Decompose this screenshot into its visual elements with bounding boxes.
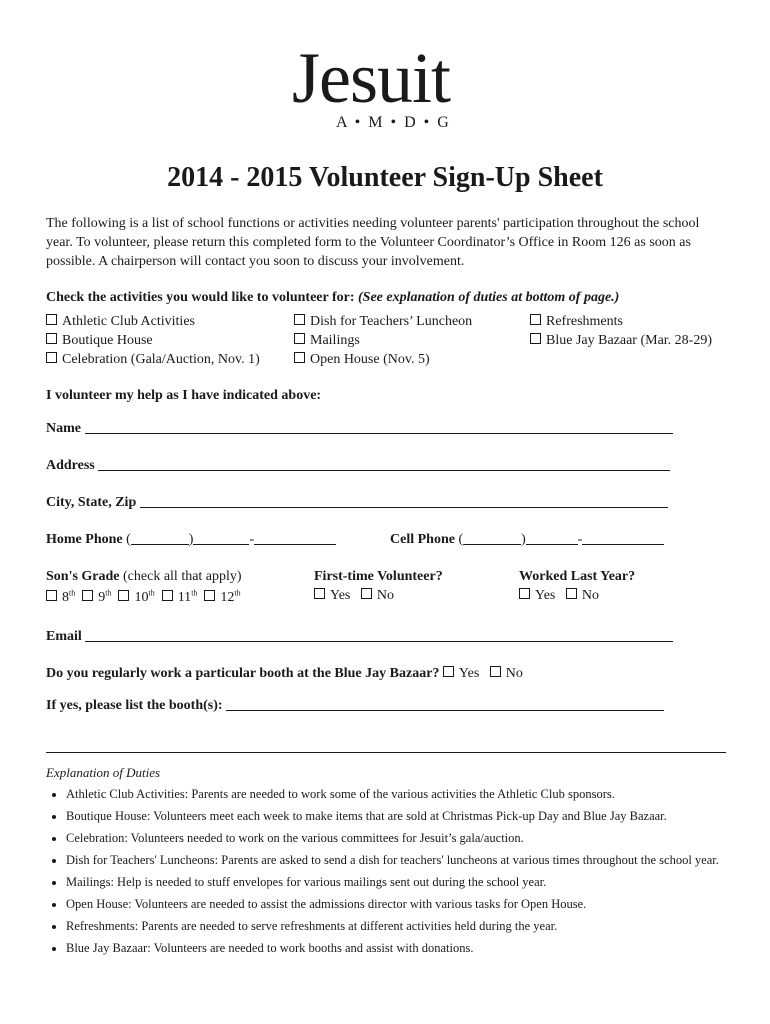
checkbox-icon[interactable] xyxy=(46,352,57,363)
home-phone-number[interactable] xyxy=(254,532,336,545)
booth-list-label: If yes, please list the booth(s): xyxy=(46,698,223,713)
email-label: Email xyxy=(46,629,82,644)
grade-options xyxy=(46,588,241,606)
booth-list-row xyxy=(46,698,664,714)
grade-suffix: th xyxy=(105,588,112,597)
option-label: Yes xyxy=(535,588,556,603)
grade-suffix: th xyxy=(234,588,241,597)
intro-paragraph: The following is a list of school functions or activities needing volunteer parents' participation throughout the school year. To volunteer, please return this completed form to the Volunteer Coordinator’s Office in Room 126 as soon as possible. A chairperson will contact you soon to discuss your involvement. xyxy=(46,216,700,269)
activity-label: Celebration (Gala/Auction, Nov. 1) xyxy=(62,352,260,367)
checkbox-icon[interactable] xyxy=(204,590,215,601)
duty-item: • Refreshments: Parents are needed to serve refreshments at different activities held during the year. xyxy=(66,918,756,935)
activity-option[interactable] xyxy=(530,312,623,331)
worked-last-options xyxy=(519,588,599,604)
duty-item: • Mailings: Help is needed to stuff envelopes for various mailings sent out during the school year. xyxy=(66,874,756,891)
checkbox-icon[interactable] xyxy=(490,666,501,677)
home-phone-prefix[interactable] xyxy=(193,532,249,545)
checkbox-icon[interactable] xyxy=(566,588,577,599)
cell-phone-prefix[interactable] xyxy=(526,532,578,545)
sons-grade-label: Son's Grade xyxy=(46,569,120,584)
cell-phone-row: Cell Phone ( ) - xyxy=(390,532,664,548)
first-time-label: First-time Volunteer? xyxy=(314,569,443,584)
booth-no[interactable] xyxy=(490,666,523,681)
activities-heading-note: (See explanation of duties at bottom of page.) xyxy=(358,290,620,305)
email-field[interactable] xyxy=(85,629,673,642)
grade-number: 12 xyxy=(220,589,235,605)
cell-phone-label: Cell Phone xyxy=(390,532,455,547)
city-row xyxy=(46,495,668,511)
activity-option[interactable] xyxy=(294,350,430,369)
activity-option[interactable] xyxy=(46,350,260,369)
checkbox-icon[interactable] xyxy=(46,590,57,601)
activity-label: Blue Jay Bazaar (Mar. 28-29) xyxy=(546,333,712,348)
grade-option[interactable] xyxy=(118,590,154,605)
grade-option[interactable] xyxy=(162,590,198,605)
booth-question-row xyxy=(46,666,523,682)
checkbox-icon[interactable] xyxy=(530,314,541,325)
home-phone-row: Home Phone ( ) - xyxy=(46,532,336,548)
duty-item: • Athletic Club Activities: Parents are needed to work some of the various activities the Athletic Club sponsors. xyxy=(66,786,756,803)
home-phone-label: Home Phone xyxy=(46,532,123,547)
duty-item: • Boutique House: Volunteers meet each week to make items that are sold at Christmas Pick-up Day and Blue Jay Bazaar. xyxy=(66,808,756,825)
duties-title: Explanation of Duties xyxy=(46,765,161,780)
activity-label: Boutique House xyxy=(62,333,153,348)
checkbox-icon[interactable] xyxy=(314,588,325,599)
grade-option[interactable] xyxy=(82,590,111,605)
checkbox-icon[interactable] xyxy=(162,590,173,601)
activities-heading xyxy=(46,290,619,306)
sons-grade-hint: (check all that apply) xyxy=(123,569,242,584)
checkbox-icon[interactable] xyxy=(443,666,454,677)
grade-suffix: th xyxy=(148,588,155,597)
duty-item: • Dish for Teachers' Luncheons: Parents are asked to send a dish for teachers' luncheons at various times throughout the school year. xyxy=(66,852,756,869)
home-phone-area[interactable] xyxy=(131,532,189,545)
grade-option[interactable] xyxy=(204,590,240,605)
volunteer-statement: I volunteer my help as I have indicated above: xyxy=(46,388,322,403)
booth-yes[interactable] xyxy=(443,666,479,681)
activity-option[interactable] xyxy=(530,331,712,350)
address-row xyxy=(46,458,670,474)
email-row xyxy=(46,629,673,645)
logo-wordmark: Jesuit xyxy=(292,38,451,118)
first-time-yes[interactable] xyxy=(314,588,350,603)
checkbox-icon[interactable] xyxy=(294,352,305,363)
activity-label: Dish for Teachers’ Luncheon xyxy=(310,314,473,329)
city-label: City, State, Zip xyxy=(46,495,137,510)
first-time-no[interactable] xyxy=(361,588,394,603)
booth-list-field[interactable] xyxy=(226,698,664,711)
grade-option[interactable] xyxy=(46,590,75,605)
divider xyxy=(46,752,726,753)
grade-suffix: th xyxy=(191,588,198,597)
checkbox-icon[interactable] xyxy=(46,333,57,344)
option-label: Yes xyxy=(458,666,480,681)
checkbox-icon[interactable] xyxy=(294,333,305,344)
worked-last-no[interactable] xyxy=(566,588,599,603)
option-label: Yes xyxy=(330,588,351,603)
city-field[interactable] xyxy=(140,495,668,508)
activity-option[interactable] xyxy=(46,312,195,331)
cell-phone-number[interactable] xyxy=(582,532,664,545)
option-label: No xyxy=(376,588,394,603)
checkbox-icon[interactable] xyxy=(46,314,57,325)
duty-item: • Celebration: Volunteers needed to work on the various committees for Jesuit’s gala/auction. xyxy=(66,830,756,847)
activity-label: Athletic Club Activities xyxy=(62,314,195,329)
grade-number: 8 xyxy=(62,589,69,605)
page-title: 2014 - 2015 Volunteer Sign-Up Sheet xyxy=(167,162,603,193)
activity-label: Mailings xyxy=(310,333,360,348)
duty-item: • Open House: Volunteers are needed to assist the admissions director with various tasks for Open House. xyxy=(66,896,756,913)
checkbox-icon[interactable] xyxy=(294,314,305,325)
option-label: No xyxy=(581,588,599,603)
activities-heading-text: Check the activities you would like to volunteer for: xyxy=(46,290,355,305)
grade-number: 9 xyxy=(98,589,106,605)
activity-label: Refreshments xyxy=(546,314,623,329)
grade-number: 10 xyxy=(134,589,149,605)
name-label: Name xyxy=(46,421,81,436)
jesuit-logo xyxy=(0,38,770,158)
checkbox-icon[interactable] xyxy=(519,588,530,599)
sons-grade-group xyxy=(46,569,242,585)
activity-option[interactable] xyxy=(46,331,153,350)
activity-option[interactable] xyxy=(294,331,360,350)
checkbox-icon[interactable] xyxy=(361,588,372,599)
duties-list xyxy=(46,786,756,962)
checkbox-icon[interactable] xyxy=(118,590,129,601)
name-field[interactable] xyxy=(85,421,673,434)
activity-label: Open House (Nov. 5) xyxy=(310,352,430,367)
address-label: Address xyxy=(46,458,95,473)
booth-question-label: Do you regularly work a particular booth at the Blue Jay Bazaar? xyxy=(46,666,440,681)
option-label: No xyxy=(505,666,523,681)
grade-suffix: th xyxy=(69,588,76,597)
checkbox-icon[interactable] xyxy=(82,590,93,601)
checkbox-icon[interactable] xyxy=(530,333,541,344)
activity-option[interactable] xyxy=(294,312,472,331)
cell-phone-area[interactable] xyxy=(463,532,521,545)
worked-last-yes[interactable] xyxy=(519,588,555,603)
first-time-options xyxy=(314,588,394,604)
duty-item: • Blue Jay Bazaar: Volunteers are needed to work booths and assist with donations. xyxy=(66,940,756,957)
address-field[interactable] xyxy=(98,458,670,471)
logo-motto: A • M • D • G xyxy=(336,114,451,131)
grade-number: 11 xyxy=(177,589,192,605)
worked-last-label: Worked Last Year? xyxy=(519,569,636,584)
name-row xyxy=(46,421,673,437)
